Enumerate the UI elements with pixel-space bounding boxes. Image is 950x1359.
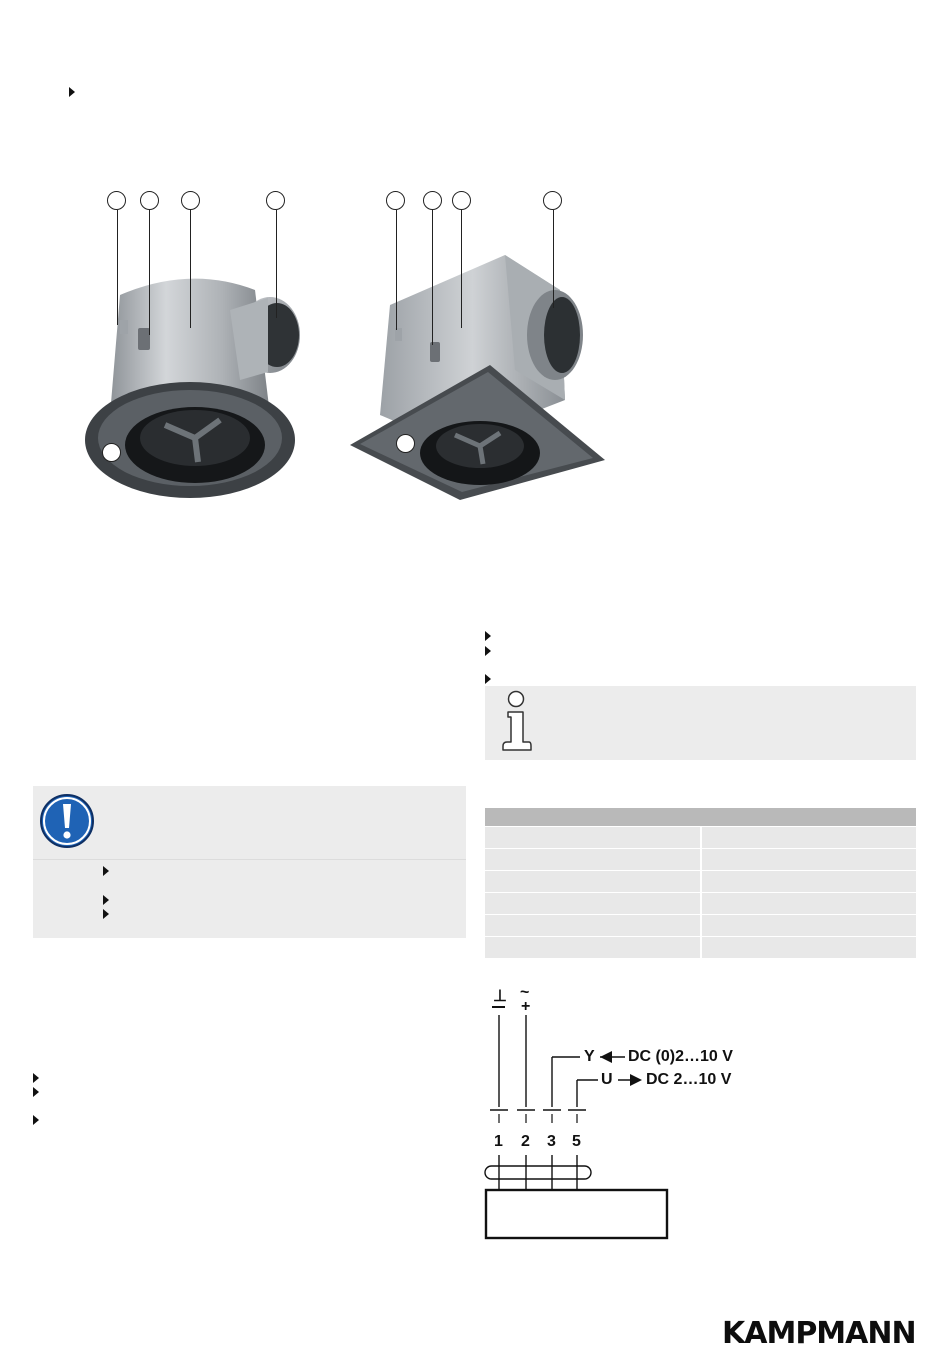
callout-left-5: [102, 443, 121, 462]
terminal-number: 5: [572, 1133, 581, 1150]
info-icon: [498, 690, 538, 754]
callout-left-1: [107, 191, 126, 210]
ground-symbol: ⊥: [493, 988, 507, 1005]
callout-right-1: [386, 191, 405, 210]
wiring-diagram: [480, 985, 740, 1245]
bullet-icon: [485, 631, 491, 641]
bullet-icon: [33, 1087, 39, 1097]
terminal-number: 3: [547, 1133, 556, 1150]
table-row: [485, 937, 916, 959]
technical-data-table: [485, 808, 916, 959]
signal-y-label: Y: [584, 1048, 595, 1065]
square-fan-unit-illustration: [350, 250, 610, 505]
table-row: [485, 871, 916, 893]
table-row: [485, 827, 916, 849]
bullet-icon: [103, 895, 109, 905]
table-row: [485, 915, 916, 937]
bullet-icon: [103, 909, 109, 919]
exclamation-circle-icon: [39, 793, 95, 849]
round-fan-unit-illustration: [80, 240, 320, 510]
signal-u-value: DC 2…10 V: [646, 1071, 732, 1088]
warning-box: [33, 786, 466, 938]
bullet-icon: [485, 646, 491, 656]
table-header-row: [485, 808, 916, 827]
warning-divider: [33, 859, 466, 860]
terminal-number: 2: [521, 1133, 530, 1150]
supply-symbol-ac: ~: [520, 984, 530, 1001]
callout-left-2: [140, 191, 159, 210]
bullet-icon: [103, 866, 109, 876]
callout-left-3: [181, 191, 200, 210]
callout-right-3: [452, 191, 471, 210]
callout-right-5: [396, 434, 415, 453]
bullet-icon: [69, 87, 75, 97]
supply-symbol-dc: +: [521, 998, 531, 1015]
ground-underline: [492, 1006, 505, 1008]
info-box: [485, 686, 916, 760]
callout-right-2: [423, 191, 442, 210]
terminal-number: 1: [494, 1133, 503, 1150]
bullet-icon: [485, 674, 491, 684]
table-row: [485, 893, 916, 915]
callout-left-4: [266, 191, 285, 210]
kampmann-logo: KAMPMANN: [722, 1316, 916, 1351]
signal-u-label: U: [601, 1071, 613, 1088]
bullet-icon: [33, 1073, 39, 1083]
table-row: [485, 849, 916, 871]
bullet-icon: [33, 1115, 39, 1125]
signal-y-value: DC (0)2…10 V: [628, 1048, 733, 1065]
callout-right-4: [543, 191, 562, 210]
